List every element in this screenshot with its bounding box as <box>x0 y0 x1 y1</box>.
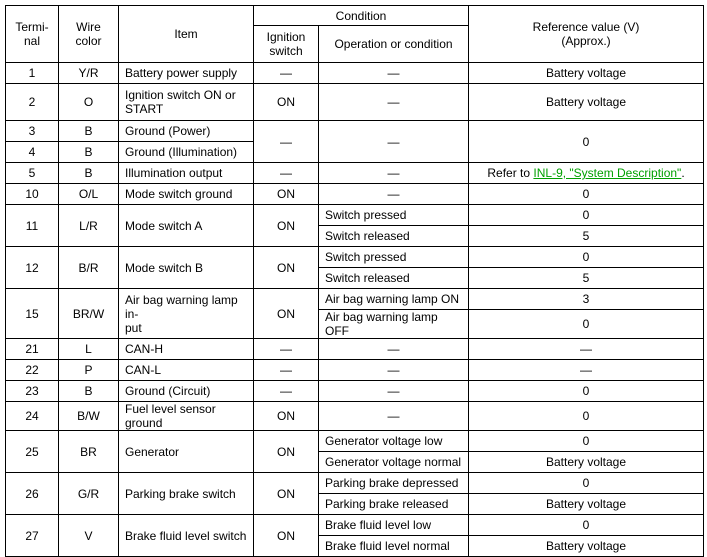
operation-cell: Switch released <box>319 226 469 247</box>
reference-cell: 0 <box>469 431 704 452</box>
operation-cell: Parking brake depressed <box>319 473 469 494</box>
terminal-cell: 27 <box>6 515 59 557</box>
wire-color-cell: B <box>59 163 119 184</box>
reference-cell: 5 <box>469 226 704 247</box>
ignition-cell: — <box>254 63 319 84</box>
ignition-cell: ON <box>254 402 319 431</box>
ignition-cell: ON <box>254 289 319 339</box>
ignition-cell: — <box>254 381 319 402</box>
reference-cell: 0 <box>469 121 704 163</box>
wire-color-header: Wire color <box>59 6 119 63</box>
reference-cell: Battery voltage <box>469 63 704 84</box>
reference-cell: — <box>469 360 704 381</box>
terminal-cell: 5 <box>6 163 59 184</box>
table-row <box>6 289 704 310</box>
operation-cell: Brake fluid level low <box>319 515 469 536</box>
operation-cell: — <box>319 381 469 402</box>
ignition-cell: — <box>254 121 319 163</box>
system-description-link[interactable]: INL-9, "System Description" <box>533 166 682 180</box>
operation-cell: Generator voltage low <box>319 431 469 452</box>
reference-cell: Battery voltage <box>469 494 704 515</box>
wire-color-cell: O/L <box>59 184 119 205</box>
table-row <box>6 63 704 84</box>
reference-cell: Battery voltage <box>469 536 704 557</box>
item-cell: Fuel level sensor ground <box>119 402 254 431</box>
wire-color-cell: Y/R <box>59 63 119 84</box>
terminal-cell: 11 <box>6 205 59 247</box>
reference-cell: 0 <box>469 515 704 536</box>
operation-cell: Generator voltage normal <box>319 452 469 473</box>
item-cell: Ground (Illumination) <box>119 142 254 163</box>
wire-color-cell: BR <box>59 431 119 473</box>
item-cell: Illumination output <box>119 163 254 184</box>
item-cell: CAN-H <box>119 339 254 360</box>
ignition-cell: ON <box>254 205 319 247</box>
table-row <box>6 121 704 142</box>
reference-cell: Battery voltage <box>469 452 704 473</box>
operation-cell: Switch pressed <box>319 205 469 226</box>
reference-cell: 3 <box>469 289 704 310</box>
operation-cell: — <box>319 63 469 84</box>
reference-cell: 0 <box>469 205 704 226</box>
operation-cell: — <box>319 163 469 184</box>
reference-prefix: Refer to <box>487 166 534 180</box>
item-cell: Mode switch ground <box>119 184 254 205</box>
table-row <box>6 205 704 226</box>
item-cell: Generator <box>119 431 254 473</box>
operation-cell: Switch pressed <box>319 247 469 268</box>
condition-header: Condition <box>254 6 469 26</box>
terminal-cell: 1 <box>6 63 59 84</box>
operation-cell: — <box>319 84 469 121</box>
wire-color-cell: L/R <box>59 205 119 247</box>
item-cell: Air bag warning lamp in- put <box>119 289 254 339</box>
terminal-cell: 10 <box>6 184 59 205</box>
reference-cell: 0 <box>469 184 704 205</box>
operation-cell: Brake fluid level normal <box>319 536 469 557</box>
wire-color-cell: BR/W <box>59 289 119 339</box>
table-row <box>6 515 704 536</box>
wire-color-cell: B <box>59 142 119 163</box>
reference-cell: — <box>469 339 704 360</box>
item-cell: Mode switch B <box>119 247 254 289</box>
operation-cell: — <box>319 184 469 205</box>
terminal-header: Termi- nal <box>6 6 59 63</box>
ignition-cell: — <box>254 360 319 381</box>
terminal-cell: 2 <box>6 84 59 121</box>
reference-suffix: . <box>681 166 685 180</box>
ignition-cell: ON <box>254 431 319 473</box>
table-row <box>6 184 704 205</box>
item-cell: CAN-L <box>119 360 254 381</box>
wire-color-cell: B/W <box>59 402 119 431</box>
table-row <box>6 84 704 121</box>
operation-cell: Switch released <box>319 268 469 289</box>
reference-cell: 5 <box>469 268 704 289</box>
terminal-cell: 21 <box>6 339 59 360</box>
wire-color-cell: V <box>59 515 119 557</box>
item-cell: Battery power supply <box>119 63 254 84</box>
item-cell: Brake fluid level switch <box>119 515 254 557</box>
wire-color-cell: O <box>59 84 119 121</box>
operation-cell: Air bag warning lamp OFF <box>319 310 469 339</box>
operation-cell: — <box>319 360 469 381</box>
terminal-cell: 22 <box>6 360 59 381</box>
reference-cell: 0 <box>469 247 704 268</box>
wire-color-cell: B <box>59 381 119 402</box>
item-cell: Ignition switch ON or START <box>119 84 254 121</box>
operation-cell: — <box>319 121 469 163</box>
operation-cell: Parking brake released <box>319 494 469 515</box>
table-row <box>6 473 704 494</box>
table-row <box>6 339 704 360</box>
terminal-cell: 25 <box>6 431 59 473</box>
reference-cell: 0 <box>469 310 704 339</box>
terminal-cell: 3 <box>6 121 59 142</box>
table-row <box>6 163 704 184</box>
table-row <box>6 247 704 268</box>
reference-cell <box>469 163 704 184</box>
item-cell: Ground (Power) <box>119 121 254 142</box>
terminal-cell: 12 <box>6 247 59 289</box>
ignition-cell: ON <box>254 515 319 557</box>
item-header: Item <box>119 6 254 63</box>
table-row <box>6 360 704 381</box>
wire-color-cell: P <box>59 360 119 381</box>
wire-color-cell: B <box>59 121 119 142</box>
reference-cell: 0 <box>469 381 704 402</box>
ignition-cell: ON <box>254 473 319 515</box>
reference-cell: 0 <box>469 473 704 494</box>
ignition-cell: ON <box>254 184 319 205</box>
ignition-cell: — <box>254 163 319 184</box>
operation-cell: Air bag warning lamp ON <box>319 289 469 310</box>
wire-color-cell: G/R <box>59 473 119 515</box>
table-row <box>6 402 704 431</box>
terminal-cell: 26 <box>6 473 59 515</box>
terminal-reference-table <box>5 5 704 557</box>
terminal-cell: 15 <box>6 289 59 339</box>
ignition-switch-header: Ignition switch <box>254 26 319 63</box>
reference-cell: 0 <box>469 402 704 431</box>
operation-header: Operation or condition <box>319 26 469 63</box>
item-cell: Parking brake switch <box>119 473 254 515</box>
operation-cell: — <box>319 339 469 360</box>
ignition-cell: — <box>254 339 319 360</box>
terminal-cell: 4 <box>6 142 59 163</box>
reference-header: Reference value (V) (Approx.) <box>469 6 704 63</box>
reference-cell: Battery voltage <box>469 84 704 121</box>
table-row <box>6 431 704 452</box>
ignition-cell: ON <box>254 247 319 289</box>
item-cell: Ground (Circuit) <box>119 381 254 402</box>
operation-cell: — <box>319 402 469 431</box>
terminal-cell: 24 <box>6 402 59 431</box>
wire-color-cell: B/R <box>59 247 119 289</box>
wire-color-cell: L <box>59 339 119 360</box>
item-cell: Mode switch A <box>119 205 254 247</box>
ignition-cell: ON <box>254 84 319 121</box>
terminal-cell: 23 <box>6 381 59 402</box>
table-row <box>6 381 704 402</box>
